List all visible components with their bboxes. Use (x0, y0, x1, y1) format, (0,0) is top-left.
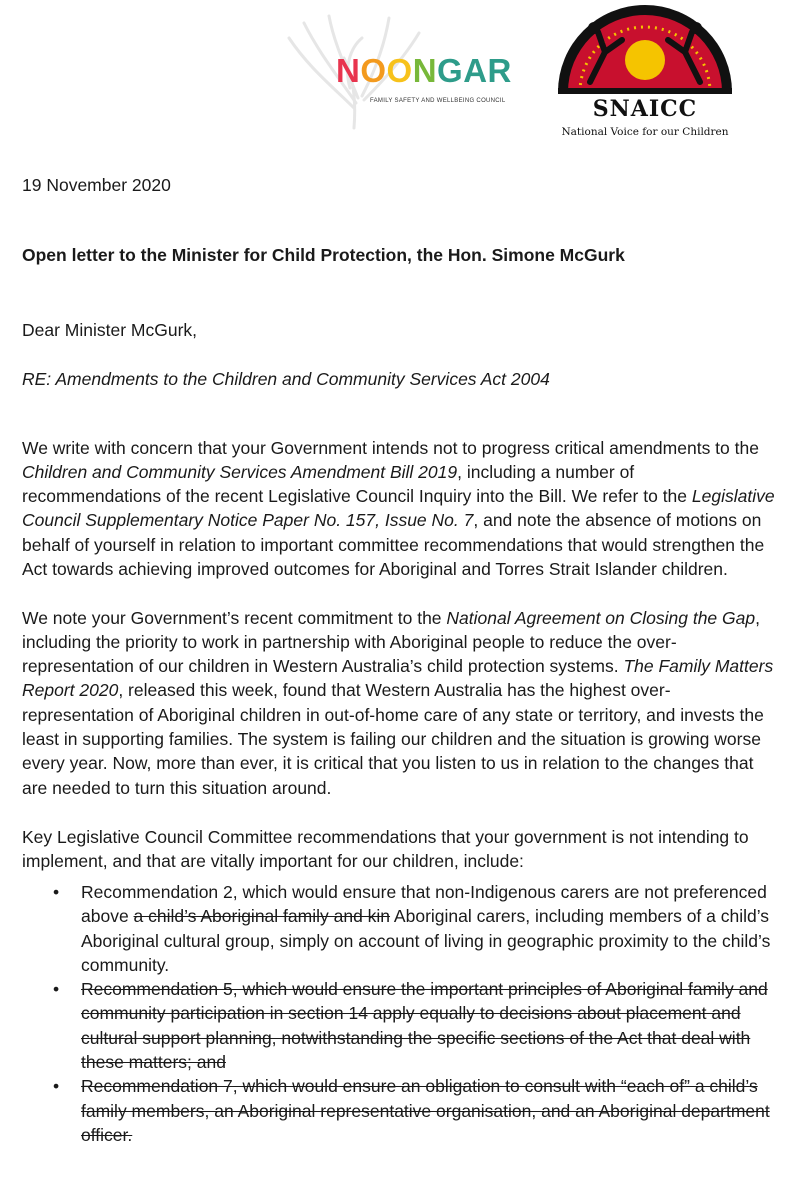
list-item: • Recommendation 5, which would ensure the important principles of Aboriginal family and community participation in section 14 apply equally to decisions about placement and cultural support planning, notwithstanding the specific sections of the Act that deal with these matters; and (53, 979, 768, 1073)
letterhead (0, 0, 800, 150)
letter-greeting: Dear Minister McGurk, (22, 320, 198, 340)
snaicc-logo (550, 2, 740, 142)
noongar-letter: N (412, 52, 438, 89)
noongar-letter: A (463, 52, 488, 89)
noongar-letter: N (336, 52, 361, 89)
report-title: The Family Matters Report 2020 (22, 656, 774, 701)
noongar-wordmark (336, 52, 512, 90)
bullet-icon: • (53, 1076, 60, 1097)
agreement-title: National Agreement on Closing the Gap (446, 607, 756, 628)
recommendations-list (22, 880, 778, 1147)
paragraph-1: We write with concern that your Government intends not to progress critical amendments to the Children and Community Services Amendment Bill 2019, including a number of recommendations of the recent Legislative Council Inquiry into the Bill. We refer to the Legislative Council Supplementary Notice Paper No. 157, Issue No. 7, and note the absence of motions on behalf of yourself in relation to important committee recommendations that would strengthen the Act towards achieving improved outcomes for Aboriginal and Torres Strait Islander children. (22, 437, 775, 579)
list-item: • Recommendation 7, which would ensure an obligation to consult with “each of” a child’s family members, an Aboriginal representative organisation, and an Aboriginal department officer. (53, 1076, 770, 1145)
noongar-letter: O (386, 52, 413, 89)
notice-paper-title: Legislative Council Supplementary Notice Paper No. 157, Issue No. 7 (22, 486, 775, 531)
snaicc-tagline: National Voice for our Children (561, 126, 729, 138)
struck-text: a child’s Aboriginal family and kin (133, 906, 391, 927)
bullet-icon: • (53, 882, 60, 902)
noongar-letter: G (437, 52, 464, 89)
letter-subject: RE: Amendments to the Children and Community Services Act 2004 (22, 369, 550, 389)
bill-title: Children and Community Services Amendment Bill 2019 (22, 461, 458, 482)
letter-date: 19 November 2020 (22, 175, 171, 195)
noongar-logo (284, 8, 516, 136)
bullet-icon: • (53, 979, 60, 1000)
snaicc-emblem-icon (550, 2, 740, 98)
snaicc-name: SNAICC (592, 96, 698, 122)
list-item: • Recommendation 2, which would ensure that non-Indigenous carers are not preferenced above a child’s Aboriginal family and kin Aboriginal carers, including members of a child’s Aboriginal cultural group, simply on account of living in geographic proximity to the child’s community. (53, 882, 771, 975)
noongar-subtitle: FAMILY SAFETY AND WELLBEING COUNCIL (370, 98, 506, 104)
noongar-letter: R (487, 52, 512, 89)
letter-title: Open letter to the Minister for Child Protection, the Hon. Simone McGurk (22, 245, 625, 265)
noongar-letter: O (360, 52, 387, 89)
paragraph-2: We note your Government’s recent commitment to the National Agreement on Closing the Gap, including the priority to work in partnership with Aboriginal people to reduce the over-representation of our children in Western Australia’s child protection systems. The Family Matters Report 2020, released this week, found that Western Australia has the highest over-representation of Aboriginal children in out-of-home care of any state or territory, and invests the least in supporting families. The system is failing our children and the situation is growing worse every year. Now, more than ever, it is critical that you listen to us in relation to the changes that are needed to turn this situation around. (22, 607, 774, 798)
paragraph-3: Key Legislative Council Committee recommendations that your government is not intending to implement, and that are vitally important for our children, include: (22, 826, 749, 871)
